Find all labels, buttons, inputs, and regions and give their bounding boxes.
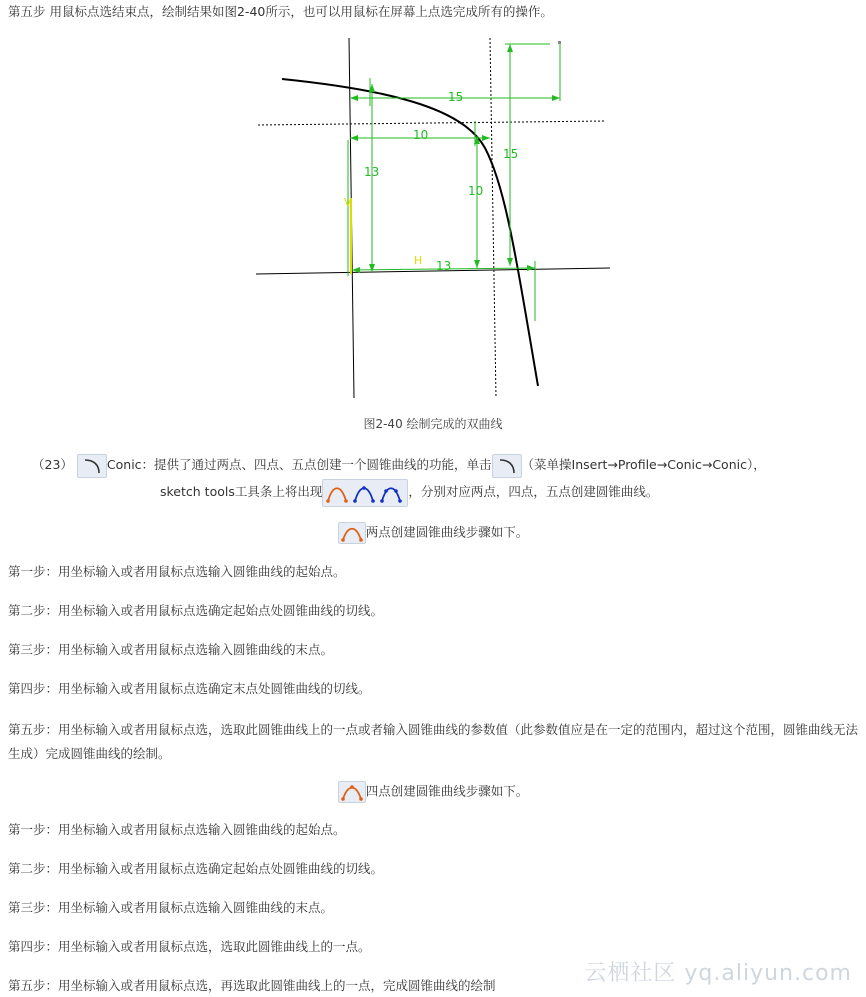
- hyperbola-curve: [282, 79, 538, 386]
- four-point-conic-icon: [338, 781, 366, 803]
- dim-15-horizontal: 15: [448, 90, 464, 104]
- dimension-lines: [348, 44, 560, 321]
- step-five-text: 第五步 用鼠标点选结束点，绘制结果如图2-40所示，也可以用鼠标在屏幕上点选完成所有的操作。: [8, 4, 553, 19]
- toolbar-description: ，分别对应两点，四点，五点创建圆锥曲线。: [408, 484, 659, 499]
- conic-toolbar: [322, 479, 408, 507]
- v-label: V: [344, 196, 352, 209]
- dotted-horizontal-line: [258, 121, 606, 125]
- two-point-step-1: 第一步：用坐标输入或者用鼠标点选输入圆锥曲线的起始点。: [8, 564, 346, 579]
- two-point-step-3: 第三步：用坐标输入或者用鼠标点选输入圆锥曲线的末点。: [8, 642, 334, 657]
- dim-13-horizontal: 13: [436, 259, 452, 273]
- dim-10-vertical: 10: [468, 184, 484, 198]
- h-label: H: [414, 254, 423, 267]
- conic-intro-text1: Conic：提供了通过两点、四点、五点创建一个圆锥曲线的功能，单击: [106, 457, 492, 472]
- conic-intro-line2: [160, 478, 658, 507]
- item-number: （23）: [32, 457, 73, 472]
- conic-intro-text2: （菜单操Insert→Profile→Conic→Conic），: [521, 457, 766, 472]
- four-point-step-4: 第四步：用坐标输入或者用鼠标点选，选取此圆锥曲线上的一点。: [8, 939, 371, 954]
- dim-10-horizontal: 10: [413, 128, 429, 142]
- four-point-step-2: 第二步：用坐标输入或者用鼠标点选确定起始点处圆锥曲线的切线。: [8, 861, 384, 876]
- figure-caption: 图2-40 绘制完成的双曲线: [363, 417, 503, 431]
- conic-icon[interactable]: [492, 454, 522, 478]
- hyperbola-figure: [250, 36, 612, 401]
- two-point-step-5: 第五步：用坐标输入或者用鼠标点选，选取此圆锥曲线上的一点或者输入圆锥曲线的参数值（此参数值应是在一定的范围内，超过这个范围，圆锥曲线无法生成）完成圆锥曲线的绘制。: [8, 722, 859, 761]
- four-point-step-3: 第三步：用坐标输入或者用鼠标点选输入圆锥曲线的末点。: [8, 900, 334, 915]
- dim-13-vertical: 13: [364, 165, 380, 179]
- two-point-heading-text: 两点创建圆锥曲线步骤如下。: [365, 524, 529, 540]
- two-point-heading: [0, 522, 866, 544]
- watermark: 云栖社区 yq.aliyun.com: [584, 961, 852, 986]
- sketch-tools-text: sketch tools工具条上将出现: [160, 484, 323, 499]
- two-point-conic-icon: [338, 522, 366, 544]
- four-point-step-1: 第一步：用坐标输入或者用鼠标点选输入圆锥曲线的起始点。: [8, 822, 346, 837]
- two-point-step-2: 第二步：用坐标输入或者用鼠标点选确定起始点处圆锥曲线的切线。: [8, 603, 384, 618]
- dotted-vertical-line: [490, 38, 496, 398]
- conic-intro-line1: [32, 452, 766, 478]
- four-point-heading-text: 四点创建圆锥曲线步骤如下。: [365, 783, 529, 799]
- conic-icon: [77, 454, 107, 478]
- two-point-step-4: 第四步：用坐标输入或者用鼠标点选确定末点处圆锥曲线的切线。: [8, 681, 371, 696]
- four-point-heading: [0, 781, 866, 803]
- four-point-step-5: 第五步：用坐标输入或者用鼠标点选，再选取此圆锥曲线上的一点，完成圆锥曲线的绘制: [8, 978, 496, 993]
- dim-15-vertical: 15: [503, 147, 519, 161]
- dimension-arrows: [350, 44, 560, 273]
